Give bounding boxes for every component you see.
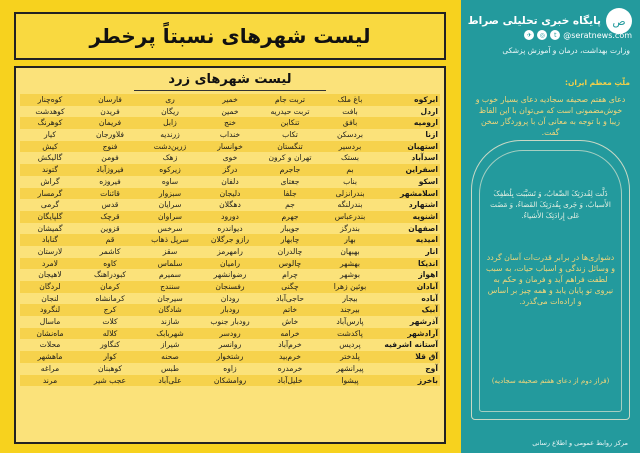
city-cell: گرمی bbox=[40, 200, 60, 210]
city-cell: تنکابن bbox=[260, 117, 320, 129]
city-cell: خلیل‌آباد bbox=[260, 375, 320, 387]
salutation: ملّتِ معظم ایران: bbox=[565, 78, 630, 87]
city-cell: رودبار جنوب bbox=[210, 317, 250, 327]
city-cell: بندرعباس bbox=[320, 211, 380, 223]
city-cell: استهبان bbox=[380, 141, 440, 153]
city-cell: رامیان bbox=[200, 258, 260, 270]
city-cell: گمیشان bbox=[37, 223, 63, 233]
city-cell: کوار bbox=[80, 351, 140, 363]
city-cell: رودبار bbox=[200, 304, 260, 316]
city-cell: دلیجان bbox=[200, 188, 260, 200]
city-cell: رودسر bbox=[200, 328, 260, 340]
city-cell: پاکدشت bbox=[320, 328, 380, 340]
city-cell: پارس‌آباد bbox=[336, 317, 364, 327]
city-cell: تکاب bbox=[282, 130, 298, 140]
city-cell: ساوه bbox=[161, 176, 179, 186]
city-cell: آباده bbox=[421, 293, 438, 303]
city-cell: اسکو bbox=[418, 176, 438, 186]
city-cell: تنگستان bbox=[260, 141, 320, 153]
city-cell: لنجان bbox=[41, 293, 59, 303]
city-cell: سمیرم bbox=[159, 270, 181, 280]
city-cell: باخرز bbox=[380, 375, 440, 387]
city-cell: فیروزه bbox=[99, 176, 121, 186]
serat-logo-icon: ص bbox=[606, 8, 632, 34]
city-cell: رازو جرگلان bbox=[200, 234, 260, 246]
city-cell: بردسکن bbox=[336, 130, 364, 140]
brand-name: پایگاه خبری تحلیلی صراط bbox=[467, 15, 601, 27]
city-cell: کوهرنگ bbox=[20, 117, 80, 129]
city-cell: لامرد bbox=[20, 258, 80, 270]
city-cell: لاهیجان bbox=[38, 270, 62, 280]
city-cell: بوشهر bbox=[339, 270, 361, 280]
city-cell: سیرجان bbox=[157, 293, 183, 303]
yellow-list-title: لیست شهرهای زرد bbox=[168, 72, 292, 87]
city-cell: صحنه bbox=[140, 351, 200, 363]
city-cell: اصفهان bbox=[408, 223, 438, 233]
city-cell: رضوانشهر bbox=[213, 270, 247, 280]
city-cell: مرند bbox=[20, 375, 80, 387]
city-cell: گالیکش bbox=[37, 153, 63, 163]
city-cell: شادگان bbox=[140, 304, 200, 316]
city-cell: آوج bbox=[425, 363, 438, 373]
city-cell: سنندج bbox=[140, 281, 200, 293]
city-cell: رفسنجان bbox=[200, 281, 260, 293]
city-cell: خوانسار bbox=[200, 141, 260, 153]
social-row bbox=[524, 30, 632, 40]
city-cell: زابل bbox=[140, 117, 200, 129]
city-cell: خمیر bbox=[200, 94, 260, 106]
city-cell: بردسیر bbox=[320, 141, 380, 153]
city-cell: اسدآباد bbox=[411, 153, 438, 163]
city-cell: ری bbox=[140, 94, 200, 106]
city-cell: خرامه bbox=[260, 328, 320, 340]
city-cell: اشنویه bbox=[380, 211, 440, 223]
city-cell: قزوین bbox=[100, 223, 120, 233]
city-cell: پیرانشهر bbox=[336, 363, 364, 373]
city-cell: ریگان bbox=[161, 106, 179, 116]
city-cell: سبزوار bbox=[140, 188, 200, 200]
info-panel bbox=[461, 0, 640, 453]
page-title: لیست شهرهای نسبتاً پرخطر bbox=[14, 12, 446, 60]
city-cell: پیشوا bbox=[320, 375, 380, 387]
cities-grid bbox=[20, 94, 440, 386]
city-cell: مراغه bbox=[40, 363, 60, 373]
city-cell: کرمانشاه bbox=[95, 293, 125, 303]
city-cell: کلاله bbox=[80, 328, 140, 340]
city-cell: کوهبنان bbox=[97, 363, 123, 373]
city-cell: لارستان bbox=[37, 246, 63, 256]
city-cell: دلفان bbox=[221, 176, 239, 186]
city-cell: لردگان bbox=[20, 281, 80, 293]
city-cell: چالدران bbox=[277, 246, 303, 256]
city-cell: کاوه bbox=[80, 258, 140, 270]
telegram-icon: ✈ bbox=[524, 30, 534, 40]
city-cell: خمین bbox=[221, 106, 239, 116]
city-cell: ماهشهر bbox=[20, 351, 80, 363]
city-cell: سلماس bbox=[140, 258, 200, 270]
city-cell: قدس bbox=[101, 200, 119, 210]
city-cell: رشتخوار bbox=[200, 351, 260, 363]
city-cell: خرمدره bbox=[277, 363, 303, 373]
city-cell: سقز bbox=[162, 246, 178, 256]
city-cell: خرم‌آباد bbox=[278, 340, 302, 350]
city-cell: خوی bbox=[222, 153, 238, 163]
city-cell: زهک bbox=[162, 153, 178, 163]
city-cell: بیجار bbox=[342, 293, 358, 303]
city-cell: فنوج bbox=[80, 141, 140, 153]
city-cell: روامشکان bbox=[200, 375, 260, 387]
city-cell: آبیک bbox=[380, 304, 440, 316]
prayer-source: (فراز دوم از دعای هفتم صحیفه سجادیه) bbox=[491, 377, 610, 385]
city-cell: فریدن bbox=[100, 106, 120, 116]
city-cell: زرندیه bbox=[160, 130, 180, 140]
city-cell: اسلامشهر bbox=[380, 188, 440, 200]
city-cell: چابهار bbox=[260, 234, 320, 246]
city-cell: گراش bbox=[40, 176, 60, 186]
city-cell: امیدیه bbox=[380, 234, 440, 246]
cities-table bbox=[14, 66, 446, 444]
city-cell: چرام bbox=[282, 270, 298, 280]
city-cell: زاوه bbox=[223, 363, 237, 373]
city-cell: فیروزآباد bbox=[80, 164, 140, 176]
twitter-icon: t bbox=[550, 30, 560, 40]
city-cell: کبودراهنگ bbox=[93, 270, 127, 280]
city-cell: آستانه اشرفیه bbox=[384, 340, 438, 350]
city-cell: زرین‌دشت bbox=[140, 141, 200, 153]
city-cell: فلاورجان bbox=[95, 130, 125, 140]
city-cell: تربت حیدریه bbox=[270, 106, 310, 116]
city-cell: لنگرود bbox=[20, 304, 80, 316]
city-cell: تربت جام bbox=[260, 94, 320, 106]
instagram-icon: ◎ bbox=[537, 30, 547, 40]
city-cell: تهران و کرون bbox=[268, 153, 312, 163]
intro-paragraph: دعای هفتم صحیفه سجادیه دعای بسیار خوب و خوش‌مضمونی است که می‌توان با این الفاظ زیبا و با توجه به معانی آن با پروردگار سخن گفت. bbox=[475, 95, 626, 137]
city-cell: ماسال bbox=[39, 317, 61, 327]
city-cell: قرچک bbox=[80, 211, 140, 223]
persian-translation: دشواری‌ها در برابر قدرت‌ات آسان گردد و وسائل زندگی و اسباب حیات، به سبب لطفت فراهم آید و فرمان و حکم به نیروی تو پایان یابد و همه چیز بر اساس و اراده‌ات می‌گذرد. bbox=[486, 253, 615, 306]
city-cell: علی‌آباد bbox=[140, 375, 200, 387]
city-cell: اشتهارد bbox=[408, 200, 438, 210]
city-cell: دورود bbox=[200, 211, 260, 223]
city-cell: بندرانزلی bbox=[320, 188, 380, 200]
city-cell: بندرگز bbox=[340, 223, 360, 233]
city-cell: دیواندره bbox=[217, 223, 243, 233]
city-cell: فارسان bbox=[80, 94, 140, 106]
city-cell: گرمسار bbox=[20, 188, 80, 200]
city-cell: آق قلا bbox=[380, 351, 440, 363]
city-cell: اهواز bbox=[418, 270, 438, 280]
city-cell: جهرم bbox=[260, 211, 320, 223]
site-handle: @seratnews.com bbox=[563, 30, 632, 40]
city-cell: چگنی bbox=[260, 281, 320, 293]
city-cell: کاشمر bbox=[99, 246, 121, 256]
city-cell: خنداب bbox=[219, 130, 241, 140]
city-cell: کرمان bbox=[80, 281, 140, 293]
city-cell: اردل bbox=[420, 106, 438, 116]
city-cell: جویبار bbox=[280, 223, 300, 233]
city-cell: سراوان bbox=[140, 211, 200, 223]
city-cell: دهگلان bbox=[219, 200, 241, 210]
city-cell: حاجی‌آباد bbox=[276, 293, 304, 303]
city-cell: کرج bbox=[80, 304, 140, 316]
city-cell: رامهرمز bbox=[217, 246, 243, 256]
city-cell: خاتم bbox=[260, 304, 320, 316]
city-cell: کوهدشت bbox=[35, 106, 65, 116]
city-cell: کوه‌چنار bbox=[20, 94, 80, 106]
city-cell: بیرجند bbox=[320, 304, 380, 316]
city-cell: سرایان bbox=[158, 200, 182, 210]
city-cell: عجب شیر bbox=[80, 375, 140, 387]
city-cell: جلفا bbox=[260, 188, 320, 200]
city-cell: باغ ملک bbox=[320, 94, 380, 106]
city-cell: ابرکوه bbox=[380, 94, 440, 106]
city-cell: شهربابک bbox=[140, 328, 200, 340]
city-cell: کلات bbox=[102, 317, 118, 327]
arabic-prayer: ذَلَّت لِقُدرَتِکَ الصِّعابُ، وَ تَسَبَّبَت بِلُطفِکَ الأَسبابُ، وَ جَرى بِقُدرَتِکَ القَضاءُ، وَ مَضَت عَلى إِرادَتِکَ الأَشیاءُ. bbox=[490, 189, 611, 220]
city-cell: بافت bbox=[342, 106, 358, 116]
city-cell: پردیس bbox=[339, 340, 361, 350]
city-cell: بهشهر bbox=[320, 258, 380, 270]
city-cell: قائنات bbox=[80, 188, 140, 200]
city-cell: بهبهان bbox=[340, 246, 360, 256]
city-cell: ماه‌نشان bbox=[20, 328, 80, 340]
city-cell: ارومیه bbox=[380, 117, 440, 129]
city-cell: خاش bbox=[281, 317, 299, 327]
city-cell: پلدختر bbox=[320, 351, 380, 363]
city-cell: قم bbox=[80, 234, 140, 246]
ministry-name: وزارت بهداشت، درمان و آموزش پزشکی bbox=[502, 46, 630, 55]
city-cell: اسفراین bbox=[380, 164, 440, 176]
city-cell: سرپل ذهاب bbox=[140, 234, 200, 246]
city-cell: بوئین زهرا bbox=[320, 281, 380, 293]
city-cell: آبادان bbox=[380, 281, 440, 293]
city-cell: گناباد bbox=[20, 234, 80, 246]
city-cell: رودان bbox=[220, 293, 240, 303]
city-cell: ازنا bbox=[425, 130, 438, 140]
footer-credit: مرکز روابط عمومی و اطلاع رسانی bbox=[532, 439, 628, 447]
city-cell: سرخس bbox=[157, 223, 183, 233]
city-cell: خنج bbox=[200, 117, 260, 129]
city-cell: کنگاور bbox=[100, 340, 120, 350]
city-cell: کیش bbox=[20, 141, 80, 153]
city-cell: خرم‌بید bbox=[260, 351, 320, 363]
city-cell: زیرکوه bbox=[140, 164, 200, 176]
city-cell: آذرشهر bbox=[409, 317, 438, 327]
city-cell: شازند bbox=[160, 317, 180, 327]
city-cell: جغتای bbox=[280, 176, 300, 186]
city-cell: جاجرم bbox=[260, 164, 320, 176]
city-cell: انار bbox=[425, 246, 438, 256]
city-cell: طبس bbox=[160, 363, 180, 373]
city-cell: بهار bbox=[320, 234, 380, 246]
city-cell: جم bbox=[285, 200, 295, 210]
city-cell: فومن bbox=[101, 153, 119, 163]
city-cell: بناب bbox=[343, 176, 357, 186]
city-cell: بم bbox=[320, 164, 380, 176]
title-underline bbox=[134, 90, 326, 91]
city-cell: بستک bbox=[341, 153, 359, 163]
city-cell: آرادشهر bbox=[380, 328, 440, 340]
city-cell: چالوس bbox=[260, 258, 320, 270]
city-cell: بافق bbox=[320, 117, 380, 129]
city-cell: گلپایگان bbox=[20, 211, 80, 223]
city-cell: روانسر bbox=[218, 340, 242, 350]
city-cell: گتوند bbox=[20, 164, 80, 176]
city-cell: کیار bbox=[44, 130, 56, 140]
city-cell: بندرلنگه bbox=[337, 200, 363, 210]
city-cell: فریمان bbox=[80, 117, 140, 129]
city-cell: اندیکا bbox=[380, 258, 440, 270]
city-cell: درگز bbox=[200, 164, 260, 176]
city-cell: محلات bbox=[39, 340, 61, 350]
city-cell: شیراز bbox=[160, 340, 180, 350]
